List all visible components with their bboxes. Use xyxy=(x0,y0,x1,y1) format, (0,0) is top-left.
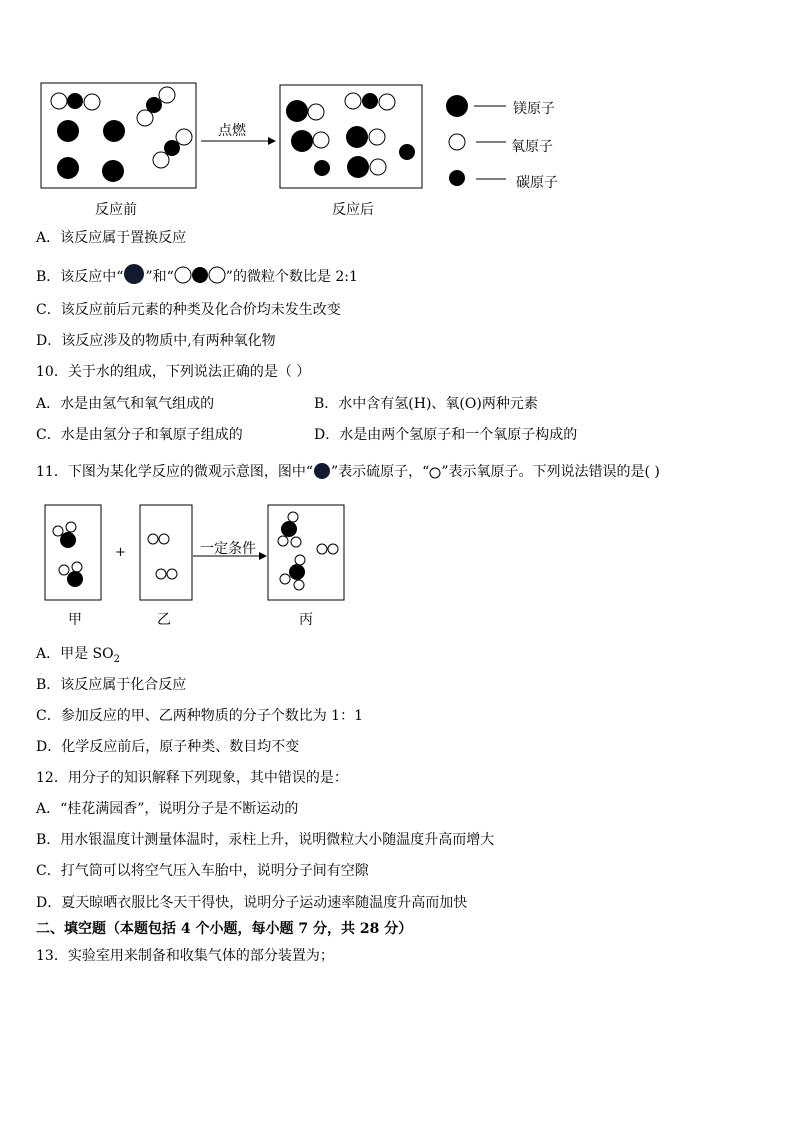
q9-option-c: C．该反应前后元素的种类及化合价均未发生改变 xyxy=(36,302,341,318)
q11-option-a: A．甲是 $SO_2$ xyxy=(36,646,121,665)
q12-option-a: A．“桂花满园香”，说明分子是不断运动的 xyxy=(36,801,299,817)
q11-box-yi xyxy=(140,505,192,600)
oxygen-atom xyxy=(295,555,305,565)
q11-caption-jia: 甲 xyxy=(68,612,82,628)
q11-caption-yi: 乙 xyxy=(157,612,171,628)
sulfur-atom xyxy=(281,521,297,537)
section2-heading: 二、填空题（本题包括 4 个小题，每小题 7 分，共 28 分） xyxy=(36,921,413,937)
q9-after-caption: 反应后 xyxy=(332,202,374,218)
q12-option-d: D．夏天晾晒衣服比冬天干得快，说明分子运动速率随温度升高而加快 xyxy=(36,895,468,911)
q11-option-d: D．化学反应前后，原子种类、数目均不变 xyxy=(36,739,300,755)
oxygen-atom xyxy=(72,562,82,572)
q10-option-a: A．水是由氢气和氧气组成的 xyxy=(36,396,215,412)
oxygen-atom xyxy=(167,569,177,579)
sulfur-atom xyxy=(60,532,76,548)
q9-option-a: A．该反应属于置换反应 xyxy=(36,230,187,246)
oxygen-atom xyxy=(317,544,327,554)
sulfur-atom xyxy=(67,571,83,587)
q10-option-b: B．水中含有氢(H)、氧(O)两种元素 xyxy=(314,396,538,412)
oxygen-atom xyxy=(280,574,290,584)
oxygen-atom xyxy=(288,512,298,522)
oxygen-atom xyxy=(278,536,288,546)
oxygen-atom xyxy=(66,522,76,532)
oxygen-atom xyxy=(291,537,301,547)
q13-stem: 13．实验室用来制备和收集气体的部分装置为； xyxy=(36,948,334,964)
sulfur-atom xyxy=(289,564,305,580)
oxygen-atom xyxy=(59,565,69,575)
q12-option-b: B．用水银温度计测量体温时，汞柱上升，说明微粒大小随温度升高而增大 xyxy=(36,832,495,848)
q12-option-c: C．打气筒可以将空气压入车胎中，说明分子间有空隙 xyxy=(36,863,369,879)
q11-plus-sign: + xyxy=(115,545,126,560)
q9-option-b: B．该反应中“ ”和“ ”的微粒个数比是 2:1 xyxy=(36,263,358,286)
legend-magnesium-label: 镁原子 xyxy=(513,101,555,117)
q11-option-c: C．参加反应的甲、乙两种物质的分子个数比为 1：1 xyxy=(36,708,363,724)
q10-option-c: C．水是由氢分子和氧原子组成的 xyxy=(36,427,243,443)
q10-option-d: D．水是由两个氢原子和一个氧原子构成的 xyxy=(314,427,578,443)
q12-stem: 12．用分子的知识解释下列现象，其中错误的是： xyxy=(36,770,348,786)
q11-arrow-head xyxy=(259,552,267,560)
q11-stem: 11．下图为某化学反应的微观示意图，图中“ ”表示硫原子，“ ”表示氧原子。下列说法错误的是( ) xyxy=(36,464,660,480)
oxygen-atom xyxy=(159,534,169,544)
oxygen-atom xyxy=(328,544,338,554)
legend-oxygen-label: 氧原子 xyxy=(511,139,553,155)
q11-caption-bing: 丙 xyxy=(299,612,313,628)
legend-carbon-label: 碳原子 xyxy=(516,175,558,191)
oxygen-atom xyxy=(53,526,63,536)
q10-stem: 10．关于水的组成，下列说法正确的是（ ） xyxy=(36,364,311,380)
q9-arrow-label: 点燃 xyxy=(218,123,246,139)
oxygen-atom xyxy=(148,534,158,544)
oxygen-atom xyxy=(294,580,304,590)
q11-arrow-label: 一定条件 xyxy=(200,541,256,557)
q9-before-caption: 反应前 xyxy=(95,202,137,218)
q9-option-d: D．该反应涉及的物质中,有两种氧化物 xyxy=(36,333,276,349)
q11-option-b: B．该反应属于化合反应 xyxy=(36,677,187,693)
oxygen-atom xyxy=(156,569,166,579)
